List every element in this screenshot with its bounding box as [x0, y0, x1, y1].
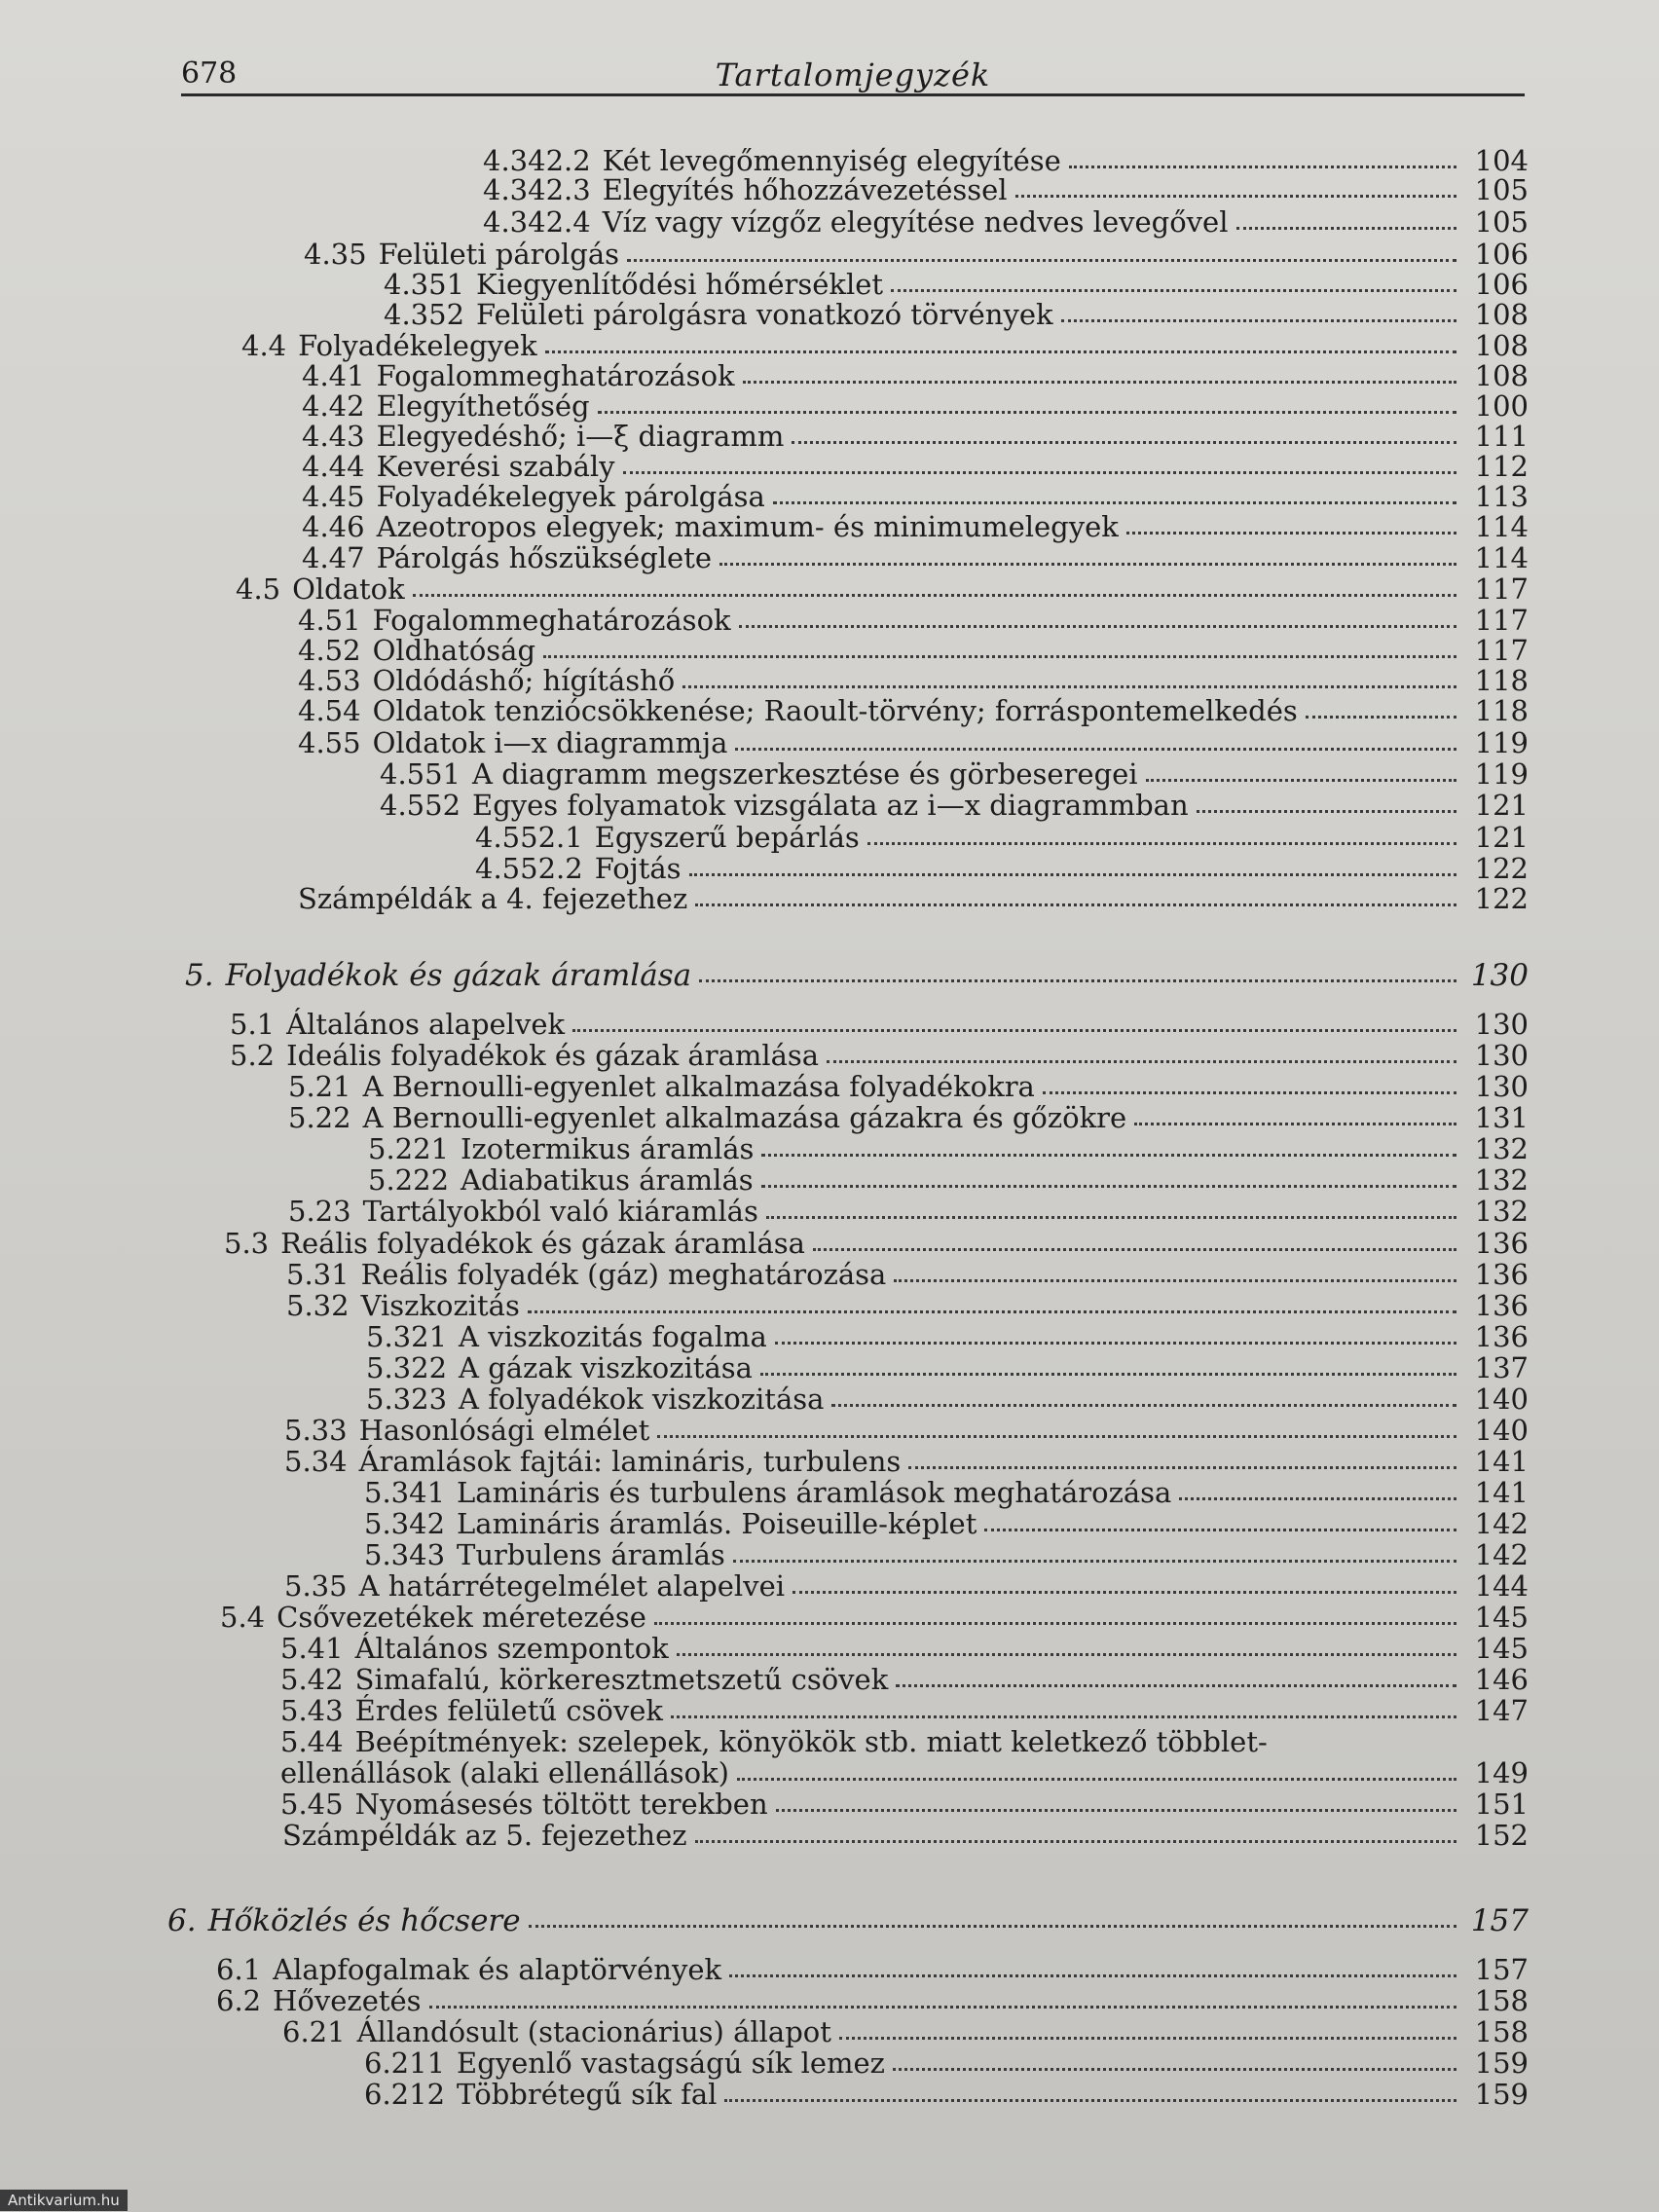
- toc-entry-number: 6.21: [282, 2015, 346, 2048]
- toc-entry-number: 6.1: [216, 1953, 262, 1986]
- toc-entry-page: 100: [1474, 389, 1529, 423]
- toc-entry: [288, 1070, 1529, 1101]
- toc-entry-title: Egyenlő vastagságú sík lemez: [457, 2046, 885, 2080]
- dot-leader: [984, 1509, 1456, 1531]
- dot-leader: [677, 1634, 1456, 1656]
- dot-leader: [1126, 512, 1456, 535]
- page-number: 678: [181, 56, 238, 91]
- toc-entry-page: 118: [1474, 694, 1529, 727]
- dot-leader: [729, 1955, 1456, 1977]
- toc-entry-number: 5.322: [366, 1351, 448, 1384]
- dot-leader: [1179, 1478, 1456, 1500]
- toc-entry-page: 158: [1474, 1984, 1529, 2017]
- toc-entry-title: Simafalú, körkeresztmetszetű csövek: [354, 1663, 889, 1696]
- dot-leader: [719, 543, 1456, 566]
- toc-entry-number: 4.45: [302, 480, 365, 513]
- dot-leader: [623, 452, 1456, 474]
- toc-entry: [302, 510, 1529, 541]
- toc-entry: [298, 604, 1529, 635]
- toc-entry-number: 5.31: [286, 1258, 350, 1291]
- toc-entry-title: Izotermikus áramlás: [461, 1132, 755, 1165]
- dot-leader: [743, 361, 1456, 384]
- toc-entry: [304, 238, 1529, 269]
- toc-entry-number: 4.342.2: [483, 144, 591, 177]
- toc-entry: [224, 1227, 1529, 1258]
- dot-leader: [793, 1571, 1456, 1594]
- toc-entry-title: Általános szempontok: [354, 1632, 669, 1665]
- toc-entry-title: Áramlások fajtái: lamináris, turbulens: [358, 1445, 902, 1478]
- toc-entry-page: 157: [1470, 1903, 1529, 1938]
- toc-entry-number: 6.2: [216, 1984, 262, 2017]
- toc-entry: [286, 1289, 1529, 1320]
- toc-entry: [216, 1984, 1529, 2015]
- toc-entry-number: 5.42: [280, 1663, 344, 1696]
- dot-leader: [545, 331, 1456, 353]
- toc-entry-title: A Bernoulli-egyenlet alkalmazása folyadékokra: [362, 1070, 1035, 1103]
- toc-entry-number: 5.41: [280, 1632, 344, 1665]
- toc-entry: [368, 1163, 1529, 1195]
- toc-entry-page: 104: [1474, 144, 1529, 177]
- toc-entry-title: Hőközlés és hőcsere: [207, 1903, 521, 1938]
- toc-entry: [483, 205, 1529, 237]
- toc-entry-title: Oldatok i—x diagrammja: [372, 726, 728, 759]
- toc-entry: [288, 1195, 1529, 1226]
- toc-entry: [284, 1569, 1529, 1601]
- toc-entry: [298, 664, 1529, 695]
- toc-entry-title: Fogalommeghatározások: [372, 604, 731, 637]
- toc-entry-page: 121: [1474, 821, 1529, 854]
- toc-entry-page: 108: [1474, 298, 1529, 331]
- dot-leader: [766, 1197, 1456, 1219]
- toc-entry: [364, 2078, 1529, 2109]
- toc-entry-title: Folyadékok és gázak áramlása: [225, 958, 692, 993]
- toc-entry: [284, 1445, 1529, 1476]
- toc-entry: [302, 389, 1529, 421]
- dot-leader: [867, 823, 1456, 845]
- dot-leader: [1236, 207, 1457, 230]
- dot-leader: [760, 1353, 1456, 1376]
- toc-entry-title: Állandósult (stacionárius) állapot: [356, 2015, 831, 2048]
- toc-entry-number: 6.: [167, 1903, 197, 1938]
- toc-entry-title: Hővezetés: [273, 1984, 422, 2017]
- dot-leader: [627, 240, 1456, 262]
- toc-entry-page: 136: [1474, 1227, 1529, 1260]
- toc-entry: [302, 480, 1529, 511]
- toc-entry-number: 4.342.3: [483, 173, 591, 206]
- toc-entry: [241, 329, 1529, 360]
- toc-entry-title: Elegyítés hőhozzávezetéssel: [602, 173, 1008, 206]
- dot-leader: [529, 1905, 1456, 1928]
- toc-entry-title: Reális folyadék (gáz) meghatározása: [360, 1258, 887, 1291]
- dot-leader: [543, 636, 1456, 658]
- toc-entry-page: 147: [1474, 1694, 1529, 1727]
- toc-entry-title: Elegyedéshő; i—ξ diagramm: [376, 420, 785, 453]
- toc-entry-page: 137: [1474, 1351, 1529, 1384]
- toc-entry: [216, 1953, 1529, 1984]
- toc-entry-number: 4.51: [298, 604, 361, 637]
- toc-entry: [380, 789, 1529, 820]
- dot-leader: [413, 574, 1456, 597]
- toc-entry-number: 5.: [185, 958, 214, 993]
- toc-entry-title: Folyadékelegyek párolgása: [376, 480, 765, 513]
- toc-entry-number: 5.4: [220, 1601, 266, 1634]
- toc-entry: [368, 1132, 1529, 1163]
- toc-entry-page: 144: [1474, 1569, 1529, 1603]
- toc-entry-number: 4.43: [302, 420, 365, 453]
- toc-entry-page: 141: [1474, 1476, 1529, 1509]
- toc-entry-page: 105: [1474, 173, 1529, 206]
- toc-entry-number: 6.212: [364, 2078, 446, 2111]
- toc-entry-page: 114: [1474, 510, 1529, 543]
- toc-entry-number: 4.352: [384, 298, 465, 331]
- toc-entry-title: Egyes folyamatok vizsgálata az i—x diagrammban: [472, 789, 1189, 822]
- dot-leader: [572, 1010, 1456, 1032]
- dot-leader: [773, 482, 1456, 504]
- dot-leader: [761, 1134, 1456, 1157]
- toc-entry-page: 119: [1474, 757, 1529, 791]
- toc-entry-page: 159: [1474, 2078, 1529, 2111]
- watermark: Antikvarium.hu: [0, 2190, 128, 2211]
- toc-entry-page: 140: [1474, 1414, 1529, 1447]
- toc-entry-page: 117: [1474, 572, 1529, 606]
- toc-entry-number: 5.342: [364, 1507, 446, 1540]
- toc-entry-page: 132: [1474, 1132, 1529, 1165]
- toc-entry: [364, 1507, 1529, 1538]
- dot-leader: [737, 1758, 1456, 1781]
- toc-entry-page: 106: [1474, 238, 1529, 271]
- dot-leader: [831, 1384, 1456, 1407]
- toc-entry: [364, 1476, 1529, 1507]
- dot-leader: [735, 728, 1456, 751]
- dot-leader: [528, 1291, 1456, 1313]
- dot-leader: [839, 2017, 1456, 2040]
- toc-entry: [380, 757, 1529, 789]
- toc-entry-page: 132: [1474, 1163, 1529, 1197]
- dot-leader: [699, 960, 1456, 982]
- toc-entry-page: 121: [1474, 789, 1529, 822]
- dot-leader: [682, 666, 1456, 688]
- toc-entry-page: 132: [1474, 1195, 1529, 1228]
- dot-leader: [695, 1821, 1456, 1843]
- toc-entry: [298, 694, 1529, 725]
- toc-entry-title: Lamináris áramlás. Poiseuille-képlet: [457, 1507, 977, 1540]
- dot-leader: [813, 1229, 1456, 1251]
- toc-chapter-entry: [167, 1903, 1529, 1938]
- toc-entry-page: 145: [1474, 1632, 1529, 1665]
- dot-leader: [671, 1696, 1456, 1718]
- toc-entry-title: Lamináris és turbulens áramlások meghatározása: [457, 1476, 1172, 1509]
- toc-entry: [220, 1601, 1529, 1632]
- toc-entry-number: 5.343: [364, 1538, 446, 1571]
- toc-entry: [483, 173, 1529, 204]
- toc-entry-title: Folyadékelegyek: [298, 329, 537, 362]
- toc-entry-page: 108: [1474, 359, 1529, 392]
- toc-entry-title: Oldhatóság: [372, 634, 536, 667]
- toc-entry-title: Számpéldák az 5. fejezethez: [282, 1819, 687, 1852]
- toc-entry-title: Hasonlósági elmélet: [358, 1414, 650, 1447]
- toc-entry-number: 5.321: [366, 1320, 448, 1353]
- running-title: Tartalomjegyzék: [715, 56, 991, 93]
- toc-entry: [230, 1008, 1529, 1039]
- toc-entry-page: 130: [1470, 958, 1529, 993]
- toc-entry: [280, 1788, 1529, 1819]
- toc-entry-number: 5.33: [284, 1414, 348, 1447]
- toc-entry-title: Alapfogalmak és alaptörvények: [273, 1953, 722, 1986]
- toc-entry: [280, 1694, 1529, 1725]
- toc-entry: [298, 882, 1529, 913]
- toc-entry-number: 4.552.1: [475, 821, 583, 854]
- dot-leader: [1061, 300, 1456, 322]
- toc-entry: [230, 1039, 1529, 1070]
- toc-entry-title: Elegyíthetőség: [376, 389, 590, 423]
- toc-entry-page: 105: [1474, 205, 1529, 239]
- toc-entry-number: 5.35: [284, 1569, 348, 1603]
- toc-entry-title: Párolgás hőszükséglete: [376, 541, 713, 574]
- toc-entry: [302, 420, 1529, 451]
- toc-entry-page: 117: [1474, 604, 1529, 637]
- toc-entry-number: 6.211: [364, 2046, 446, 2080]
- toc-entry-title: Számpéldák a 4. fejezethez: [298, 882, 688, 915]
- toc-entry: [280, 1663, 1529, 1694]
- dot-leader: [657, 1416, 1456, 1438]
- toc-entry-number: 4.54: [298, 694, 361, 727]
- dot-leader: [689, 854, 1456, 876]
- toc-entry: [282, 2015, 1529, 2046]
- toc-entry-title: Oldódáshő; hígításhő: [372, 664, 676, 697]
- toc-entry-number: 5.1: [230, 1008, 276, 1041]
- toc-entry-title: Viszkozitás: [360, 1289, 520, 1322]
- toc-entry: [298, 726, 1529, 757]
- toc-entry-title: Érdes felületű csövek: [354, 1694, 663, 1727]
- toc-entry-number: 5.221: [368, 1132, 450, 1165]
- toc-entry-number: 4.42: [302, 389, 365, 423]
- toc-entry-number: 5.23: [288, 1195, 351, 1228]
- dot-leader: [429, 1986, 1456, 2009]
- toc-entry-page: 142: [1474, 1538, 1529, 1571]
- toc-entry: [302, 541, 1529, 572]
- toc-entry-page: 136: [1474, 1320, 1529, 1353]
- toc-entry-page: 130: [1474, 1039, 1529, 1072]
- toc-entry: [384, 268, 1529, 299]
- toc-entry-title: Egyszerű bepárlás: [594, 821, 860, 854]
- toc-entry-number: 4.5: [236, 572, 281, 606]
- toc-entry-page: 142: [1474, 1507, 1529, 1540]
- dot-leader: [893, 2048, 1456, 2071]
- dot-leader: [1043, 1072, 1456, 1094]
- toc-entry-number: 4.551: [380, 757, 461, 791]
- dot-leader: [894, 1260, 1456, 1282]
- dot-leader: [761, 1165, 1456, 1188]
- toc-entry-number: 5.32: [286, 1289, 350, 1322]
- toc-entry-page: 136: [1474, 1258, 1529, 1291]
- toc-entry: [364, 1538, 1529, 1569]
- toc-entry-page: 131: [1474, 1101, 1529, 1134]
- dot-leader: [775, 1322, 1456, 1345]
- toc-entry-page: 106: [1474, 268, 1529, 301]
- toc-entry-title: Általános alapelvek: [286, 1008, 566, 1041]
- toc-entry-title: Reális folyadékok és gázak áramlása: [280, 1227, 805, 1260]
- toc-entry-page: 108: [1474, 329, 1529, 362]
- toc-entry-page: 130: [1474, 1070, 1529, 1103]
- toc-entry-number: 5.2: [230, 1039, 276, 1072]
- toc-entry-page: 118: [1474, 664, 1529, 697]
- toc-entry-page: 136: [1474, 1289, 1529, 1322]
- toc-entry: [236, 572, 1529, 604]
- dot-leader: [891, 270, 1456, 292]
- toc-entry-number: 5.222: [368, 1163, 450, 1197]
- toc-entry-number: 5.323: [366, 1382, 448, 1416]
- toc-chapter-entry: [185, 958, 1529, 993]
- toc-entry: [475, 852, 1529, 883]
- dot-leader: [654, 1603, 1456, 1625]
- toc-entry: [280, 1756, 1529, 1788]
- toc-entry-title: Beépítmények: szelepek, könyökök stb. miatt keletkező többlet-: [354, 1725, 1268, 1758]
- toc-entry-page: 145: [1474, 1601, 1529, 1634]
- toc-entry-number: 5.44: [280, 1725, 344, 1758]
- toc-entry-number: 4.44: [302, 450, 365, 483]
- toc-entry-page: 122: [1474, 882, 1529, 915]
- toc-entry-title: Oldatok tenziócsökkenése; Raoult-törvény; forráspontemelkedés: [372, 694, 1298, 727]
- dot-leader: [739, 606, 1456, 628]
- dot-leader: [1069, 146, 1456, 168]
- toc-entry-page: 117: [1474, 634, 1529, 667]
- toc-entry-page: 157: [1474, 1953, 1529, 1986]
- toc-entry-number: 4.47: [302, 541, 365, 574]
- toc-entry-title: Kiegyenlítődési hőmérséklet: [476, 268, 884, 301]
- toc-entry-title: Tartályokból való kiáramlás: [362, 1195, 758, 1228]
- toc-entry: [302, 450, 1529, 481]
- toc-entry-title: A viszkozitás fogalma: [459, 1320, 767, 1353]
- toc-entry-title: A gázak viszkozitása: [459, 1351, 753, 1384]
- toc-entry-page: 114: [1474, 541, 1529, 574]
- toc-entry-page: 111: [1474, 420, 1529, 453]
- toc-entry-page: 146: [1474, 1663, 1529, 1696]
- toc-entry-page: 159: [1474, 2046, 1529, 2080]
- toc-entry: [364, 2046, 1529, 2078]
- page-header: [181, 51, 1525, 96]
- toc-entry-title: Azeotropos elegyek; maximum- és minimumelegyek: [376, 510, 1119, 543]
- toc-entry-page: 140: [1474, 1382, 1529, 1416]
- toc-entry-title: A folyadékok viszkozitása: [459, 1382, 825, 1416]
- dot-leader: [724, 2080, 1456, 2102]
- toc-entry-title: Keverési szabály: [376, 450, 615, 483]
- toc-entry-title: Felületi párolgás: [378, 238, 619, 271]
- toc-entry-number: 4.35: [304, 238, 367, 271]
- toc-entry: [384, 298, 1529, 329]
- dot-leader: [598, 391, 1456, 414]
- toc-entry: [366, 1382, 1529, 1414]
- toc-entry: [280, 1725, 1529, 1756]
- toc-entry-number: 4.41: [302, 359, 365, 392]
- toc-entry-title: Többrétegű sík fal: [457, 2078, 718, 2111]
- toc-entry-number: 5.341: [364, 1476, 446, 1509]
- toc-entry-title: Ideális folyadékok és gázak áramlása: [286, 1039, 820, 1072]
- toc-entry-title: Fogalommeghatározások: [376, 359, 735, 392]
- toc-entry-page: 130: [1474, 1008, 1529, 1041]
- toc-entry-number: 5.21: [288, 1070, 351, 1103]
- toc-entry-number: 4.552.2: [475, 852, 583, 885]
- toc-entry-title: ellenállások (alaki ellenállások): [280, 1756, 729, 1789]
- toc-entry-title: Turbulens áramlás: [457, 1538, 725, 1571]
- toc-entry: [483, 144, 1529, 175]
- toc-entry-title: A Bernoulli-egyenlet alkalmazása gázakra és gőzökre: [362, 1101, 1127, 1134]
- toc-entry-number: 4.552: [380, 789, 461, 822]
- toc-entry-number: 4.351: [384, 268, 465, 301]
- toc-entry-number: 5.34: [284, 1445, 348, 1478]
- toc-entry: [475, 821, 1529, 852]
- toc-entry-title: A diagramm megszerkesztése és görbeseregei: [472, 757, 1138, 791]
- toc-entry-page: 141: [1474, 1445, 1529, 1478]
- dot-leader: [827, 1041, 1456, 1063]
- toc-entry-page: 152: [1474, 1819, 1529, 1852]
- dot-leader: [1306, 696, 1456, 719]
- toc-entry-number: 4.46: [302, 510, 365, 543]
- dot-leader: [1197, 791, 1456, 813]
- dot-leader: [792, 422, 1456, 444]
- toc-entry-title: Nyomásesés töltött terekben: [354, 1788, 768, 1821]
- toc-entry-page: 151: [1474, 1788, 1529, 1821]
- toc-entry-number: 4.53: [298, 664, 361, 697]
- toc-entry-title: A határrétegelmélet alapelvei: [358, 1569, 785, 1603]
- dot-leader: [733, 1540, 1456, 1563]
- toc-entry-page: 158: [1474, 2015, 1529, 2048]
- toc-entry-title: Felületi párolgásra vonatkozó törvények: [476, 298, 1053, 331]
- dot-leader: [896, 1665, 1456, 1687]
- toc-entry-number: 5.45: [280, 1788, 344, 1821]
- toc-entry-number: 5.3: [224, 1227, 270, 1260]
- toc-entry-page: 112: [1474, 450, 1529, 483]
- toc-entry-title: Két levegőmennyiség elegyítése: [602, 144, 1061, 177]
- toc-entry-page: 149: [1474, 1756, 1529, 1789]
- toc-entry-title: Oldatok: [292, 572, 405, 606]
- toc-entry-title: Fojtás: [594, 852, 682, 885]
- dot-leader: [695, 884, 1456, 906]
- toc-entry: [286, 1258, 1529, 1289]
- toc-entry-number: 4.4: [241, 329, 287, 362]
- toc-entry-number: 4.52: [298, 634, 361, 667]
- toc-entry-page: 113: [1474, 480, 1529, 513]
- toc-entry-title: Víz vagy vízgőz elegyítése nedves levegővel: [602, 205, 1229, 239]
- toc-entry: [280, 1632, 1529, 1663]
- toc-entry: [284, 1414, 1529, 1445]
- dot-leader: [776, 1789, 1456, 1812]
- toc-entry: [366, 1351, 1529, 1382]
- toc-entry-number: 5.43: [280, 1694, 344, 1727]
- dot-leader: [1134, 1103, 1456, 1125]
- toc-entry-number: 5.22: [288, 1101, 351, 1134]
- toc-entry-page: 119: [1474, 726, 1529, 759]
- dot-leader: [908, 1447, 1456, 1469]
- toc-entry: [302, 359, 1529, 390]
- toc-entry-page: 122: [1474, 852, 1529, 885]
- toc-entry-title: Adiabatikus áramlás: [461, 1163, 754, 1197]
- toc-entry-number: 4.342.4: [483, 205, 591, 239]
- toc-entry: [282, 1819, 1529, 1850]
- toc-entry: [288, 1101, 1529, 1132]
- toc-entry: [366, 1320, 1529, 1351]
- toc-entry-title: Csővezetékek méretezése: [276, 1601, 646, 1634]
- dot-leader: [1146, 759, 1456, 782]
- dot-leader: [1015, 175, 1456, 198]
- toc-entry-number: 4.55: [298, 726, 361, 759]
- toc-entry: [298, 634, 1529, 665]
